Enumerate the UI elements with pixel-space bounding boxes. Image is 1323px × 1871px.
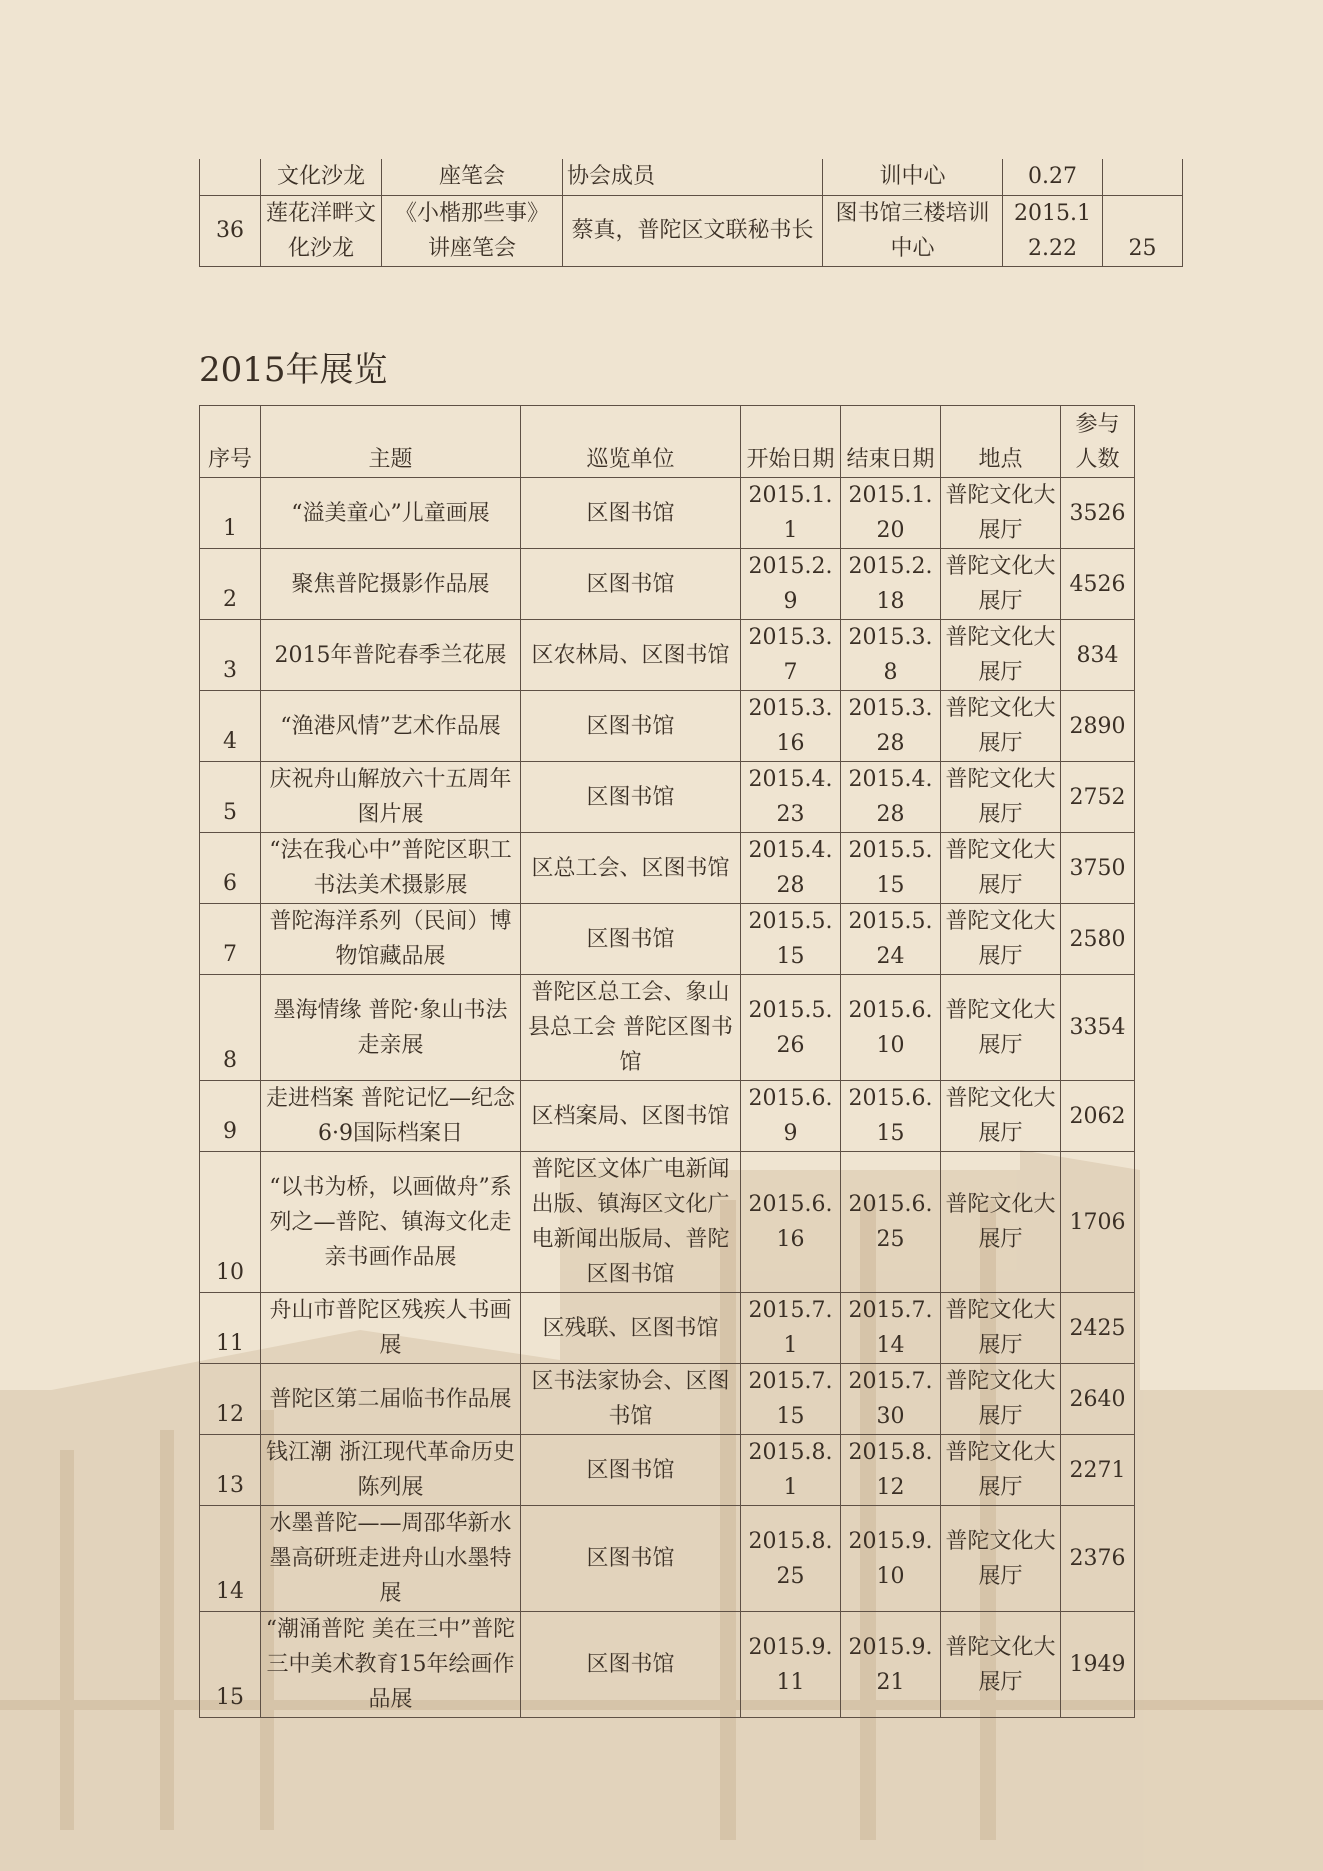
cell-visitors: 4526 xyxy=(1061,549,1135,620)
table-row xyxy=(200,904,1135,975)
header-no: 序号 xyxy=(200,406,261,478)
table-row xyxy=(200,762,1135,833)
cell-series: 文化沙龙 xyxy=(261,159,382,195)
cell-speaker: 协会成员 xyxy=(563,159,823,195)
cell-visitors: 3750 xyxy=(1061,833,1135,904)
cell-venue: 训中心 xyxy=(823,159,1003,195)
cell-unit: 区农林局、区图书馆 xyxy=(521,620,741,691)
cell-end-date: 2015.7.14 xyxy=(841,1293,941,1364)
header-end-date: 结束日期 xyxy=(841,406,941,478)
cell-no: 10 xyxy=(200,1152,261,1293)
table-row xyxy=(200,1293,1135,1364)
cell-start-date: 2015.6.9 xyxy=(741,1081,841,1152)
cell-theme: “渔港风情”艺术作品展 xyxy=(261,691,521,762)
cell-place: 普陀文化大展厅 xyxy=(941,549,1061,620)
table-row xyxy=(200,975,1135,1081)
cell-start-date: 2015.7.15 xyxy=(741,1364,841,1435)
cell-theme: 走进档案 普陀记忆—纪念6·9国际档案日 xyxy=(261,1081,521,1152)
cell-theme: 普陀海洋系列（民间）博物馆藏品展 xyxy=(261,904,521,975)
cell-place: 普陀文化大展厅 xyxy=(941,1612,1061,1718)
cell-start-date: 2015.5.15 xyxy=(741,904,841,975)
cell-end-date: 2015.1.20 xyxy=(841,478,941,549)
cell-start-date: 2015.9.11 xyxy=(741,1612,841,1718)
table-row xyxy=(200,159,1183,195)
cell-place: 普陀文化大展厅 xyxy=(941,904,1061,975)
table-row xyxy=(200,478,1135,549)
cell-end-date: 2015.9.21 xyxy=(841,1612,941,1718)
cell-title: 《小楷那些事》讲座笔会 xyxy=(382,195,563,266)
cell-place: 普陀文化大展厅 xyxy=(941,1081,1061,1152)
cell-start-date: 2015.3.7 xyxy=(741,620,841,691)
cell-place: 普陀文化大展厅 xyxy=(941,620,1061,691)
cell-unit: 区总工会、区图书馆 xyxy=(521,833,741,904)
table-row xyxy=(200,620,1135,691)
table-row xyxy=(200,1152,1135,1293)
table-row xyxy=(200,1612,1135,1718)
cell-no: 9 xyxy=(200,1081,261,1152)
cell-start-date: 2015.2.9 xyxy=(741,549,841,620)
table-row xyxy=(200,1081,1135,1152)
section-title: 2015年展览 xyxy=(199,350,388,390)
cell-start-date: 2015.3.16 xyxy=(741,691,841,762)
table-header-row xyxy=(200,406,1135,478)
cell-no: 2 xyxy=(200,549,261,620)
cell-end-date: 2015.7.30 xyxy=(841,1364,941,1435)
cell-end-date: 2015.3.28 xyxy=(841,691,941,762)
cell-visitors: 3354 xyxy=(1061,975,1135,1081)
cell-no: 11 xyxy=(200,1293,261,1364)
cell-no: 13 xyxy=(200,1435,261,1506)
cell-date: 2015.12.22 xyxy=(1003,195,1103,266)
cell-visitors: 2640 xyxy=(1061,1364,1135,1435)
cell-end-date: 2015.6.25 xyxy=(841,1152,941,1293)
cell-start-date: 2015.1.1 xyxy=(741,478,841,549)
cell-place: 普陀文化大展厅 xyxy=(941,975,1061,1081)
cell-end-date: 2015.5.15 xyxy=(841,833,941,904)
header-theme: 主题 xyxy=(261,406,521,478)
cell-place: 普陀文化大展厅 xyxy=(941,691,1061,762)
table-row xyxy=(200,691,1135,762)
cell-theme: 水墨普陀——周邵华新水墨高研班走进舟山水墨特展 xyxy=(261,1506,521,1612)
cell-end-date: 2015.5.24 xyxy=(841,904,941,975)
cell-place: 普陀文化大展厅 xyxy=(941,478,1061,549)
header-visitors: 参与人数 xyxy=(1061,406,1135,478)
cell-visitors: 1949 xyxy=(1061,1612,1135,1718)
cell-visitors: 2890 xyxy=(1061,691,1135,762)
cell-no: 15 xyxy=(200,1612,261,1718)
table-row xyxy=(200,833,1135,904)
cell-unit: 区残联、区图书馆 xyxy=(521,1293,741,1364)
cell-end-date: 2015.4.28 xyxy=(841,762,941,833)
cell-end-date: 2015.8.12 xyxy=(841,1435,941,1506)
cell-start-date: 2015.4.23 xyxy=(741,762,841,833)
cell-end-date: 2015.9.10 xyxy=(841,1506,941,1612)
cell-no: 3 xyxy=(200,620,261,691)
cell-place: 普陀文化大展厅 xyxy=(941,1435,1061,1506)
cell-unit: 区图书馆 xyxy=(521,904,741,975)
cell-date: 0.27 xyxy=(1003,159,1103,195)
cell-unit: 区书法家协会、区图书馆 xyxy=(521,1364,741,1435)
cell-no: 1 xyxy=(200,478,261,549)
cell-start-date: 2015.4.28 xyxy=(741,833,841,904)
cell-unit: 区图书馆 xyxy=(521,762,741,833)
cell-end-date: 2015.6.15 xyxy=(841,1081,941,1152)
table-row xyxy=(200,195,1183,266)
table-row xyxy=(200,1364,1135,1435)
cell-theme: “潮涌普陀 美在三中”普陀三中美术教育15年绘画作品展 xyxy=(261,1612,521,1718)
cell-unit: 区图书馆 xyxy=(521,691,741,762)
cell-theme: 墨海情缘 普陀·象山书法走亲展 xyxy=(261,975,521,1081)
cell-title: 座笔会 xyxy=(382,159,563,195)
cell-theme: 聚焦普陀摄影作品展 xyxy=(261,549,521,620)
cell-theme: “法在我心中”普陀区职工书法美术摄影展 xyxy=(261,833,521,904)
cell-end-date: 2015.6.10 xyxy=(841,975,941,1081)
cell-no: 5 xyxy=(200,762,261,833)
lecture-table-continued xyxy=(199,159,1183,267)
cell-visitors: 2580 xyxy=(1061,904,1135,975)
cell-visitors: 3526 xyxy=(1061,478,1135,549)
cell-place: 普陀文化大展厅 xyxy=(941,1364,1061,1435)
cell-visitors: 2425 xyxy=(1061,1293,1135,1364)
cell-place: 普陀文化大展厅 xyxy=(941,762,1061,833)
header-unit: 巡览单位 xyxy=(521,406,741,478)
header-place: 地点 xyxy=(941,406,1061,478)
cell-place: 普陀文化大展厅 xyxy=(941,1152,1061,1293)
cell-theme: 2015年普陀春季兰花展 xyxy=(261,620,521,691)
cell-place: 普陀文化大展厅 xyxy=(941,833,1061,904)
cell-unit: 区图书馆 xyxy=(521,478,741,549)
cell-unit: 区图书馆 xyxy=(521,1612,741,1718)
cell-theme: 普陀区第二届临书作品展 xyxy=(261,1364,521,1435)
cell-no xyxy=(200,159,261,195)
cell-place: 普陀文化大展厅 xyxy=(941,1506,1061,1612)
header-start-date: 开始日期 xyxy=(741,406,841,478)
cell-unit: 区图书馆 xyxy=(521,1506,741,1612)
cell-unit: 普陀区总工会、象山县总工会 普陀区图书馆 xyxy=(521,975,741,1081)
cell-start-date: 2015.8.25 xyxy=(741,1506,841,1612)
cell-start-date: 2015.6.16 xyxy=(741,1152,841,1293)
cell-theme: 舟山市普陀区残疾人书画展 xyxy=(261,1293,521,1364)
cell-end-date: 2015.3.8 xyxy=(841,620,941,691)
cell-visitors: 2062 xyxy=(1061,1081,1135,1152)
table-row xyxy=(200,1435,1135,1506)
cell-speaker: 蔡真，普陀区文联秘书长 xyxy=(563,195,823,266)
cell-visitors: 2752 xyxy=(1061,762,1135,833)
cell-count xyxy=(1103,159,1183,195)
cell-unit: 区图书馆 xyxy=(521,549,741,620)
cell-start-date: 2015.7.1 xyxy=(741,1293,841,1364)
cell-theme: 庆祝舟山解放六十五周年图片展 xyxy=(261,762,521,833)
cell-start-date: 2015.8.1 xyxy=(741,1435,841,1506)
cell-unit: 区图书馆 xyxy=(521,1435,741,1506)
cell-visitors: 834 xyxy=(1061,620,1135,691)
cell-unit: 普陀区文体广电新闻出版、镇海区文化广电新闻出版局、普陀区图书馆 xyxy=(521,1152,741,1293)
cell-end-date: 2015.2.18 xyxy=(841,549,941,620)
cell-no: 8 xyxy=(200,975,261,1081)
table-row xyxy=(200,1506,1135,1612)
cell-visitors: 2271 xyxy=(1061,1435,1135,1506)
cell-series: 莲花洋畔文化沙龙 xyxy=(261,195,382,266)
cell-no: 12 xyxy=(200,1364,261,1435)
cell-theme: “溢美童心”儿童画展 xyxy=(261,478,521,549)
cell-theme: 钱江潮 浙江现代革命历史陈列展 xyxy=(261,1435,521,1506)
table-row xyxy=(200,549,1135,620)
cell-no: 14 xyxy=(200,1506,261,1612)
cell-venue: 图书馆三楼培训中心 xyxy=(823,195,1003,266)
cell-visitors: 2376 xyxy=(1061,1506,1135,1612)
cell-unit: 区档案局、区图书馆 xyxy=(521,1081,741,1152)
cell-place: 普陀文化大展厅 xyxy=(941,1293,1061,1364)
cell-no: 6 xyxy=(200,833,261,904)
cell-theme: “以书为桥，以画做舟”系列之—普陀、镇海文化走亲书画作品展 xyxy=(261,1152,521,1293)
cell-count: 25 xyxy=(1103,195,1183,266)
cell-visitors: 1706 xyxy=(1061,1152,1135,1293)
cell-no: 4 xyxy=(200,691,261,762)
cell-no: 36 xyxy=(200,195,261,266)
cell-no: 7 xyxy=(200,904,261,975)
cell-start-date: 2015.5.26 xyxy=(741,975,841,1081)
exhibition-table xyxy=(199,405,1135,1718)
